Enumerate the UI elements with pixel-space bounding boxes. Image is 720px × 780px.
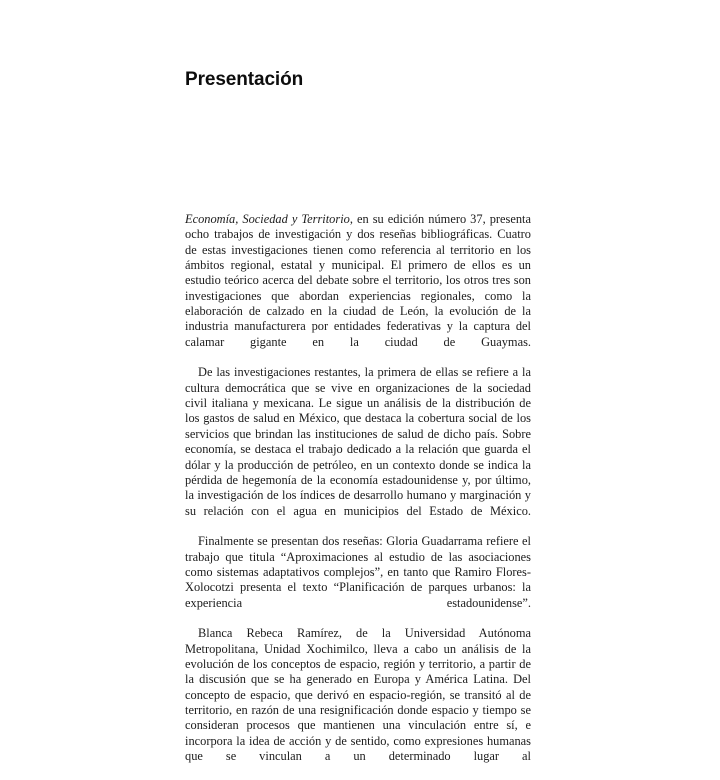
paragraph-4: Blanca Rebeca Ramírez, de la Universidad Autónoma Metropolitana, Unidad Xochimilco, lleva a cabo un análisis de la evolución de los conceptos de espacio, región y territorio, a partir de la discusión que se ha generado en Europa y América Latina. Del concepto de espacio, que derivó en espacio-región, se transitó al de territorio, en razón de una resignificación donde espacio y tiempo se consideran procesos que mantienen una vinculación entre sí, e incorpora la idea de acción y de sentido, como expresiones humanas que se vinculan a un determinado lugar al <box>185 626 531 764</box>
page-title: Presentación <box>185 68 304 90</box>
paragraph-2: De las investigaciones restantes, la primera de ellas se refiere a la cultura democrática que se vive en organizaciones de la sociedad civil italiana y mexicana. Le sigue un análisis de la distribución de los gastos de salud en México, que destaca la cobertura social de los servicios que brindan las instituciones de salud de dicho país. Sobre economía, se destaca el trabajo dedicado a la relación que guarda el dólar y la producción de petróleo, en un contexto donde se indica la pérdida de hegemonía de la economía estadounidense y, por último, la investigación de los índices de desarrollo humano y marginación y su relación con el agua en municipios del Estado de México. <box>185 365 531 518</box>
journal-title: Economía, Sociedad y Territorio <box>185 212 350 226</box>
paragraph-1 <box>185 212 531 365</box>
paragraph-3: Finalmente se presentan dos reseñas: Gloria Guadarrama refiere el trabajo que titula “Aproximaciones al estudio de las asociaciones como sistemas adaptativos complejos”, en tanto que Ramiro Flores-Xolocotzi presenta el texto “Planificación de parques urbanos: la experiencia estadounidense”. <box>185 534 531 610</box>
paragraph-1-text: , en su edición número 37, presenta ocho trabajos de investigación y dos reseñas bibliográficas. Cuatro de estas investigaciones tienen como referencia al territorio en los ámbitos regional, estatal y municipal. El primero de ellos es un estudio teórico acerca del debate sobre el territorio, los otros tres son investigaciones que abordan experiencias regionales, como la elaboración de calzado en la ciudad de León, la evolución de la industria manufacturera por entidades federativas y la captura del calamar gigante en la ciudad de Guaymas. <box>185 212 531 349</box>
body-text-column <box>185 212 531 780</box>
